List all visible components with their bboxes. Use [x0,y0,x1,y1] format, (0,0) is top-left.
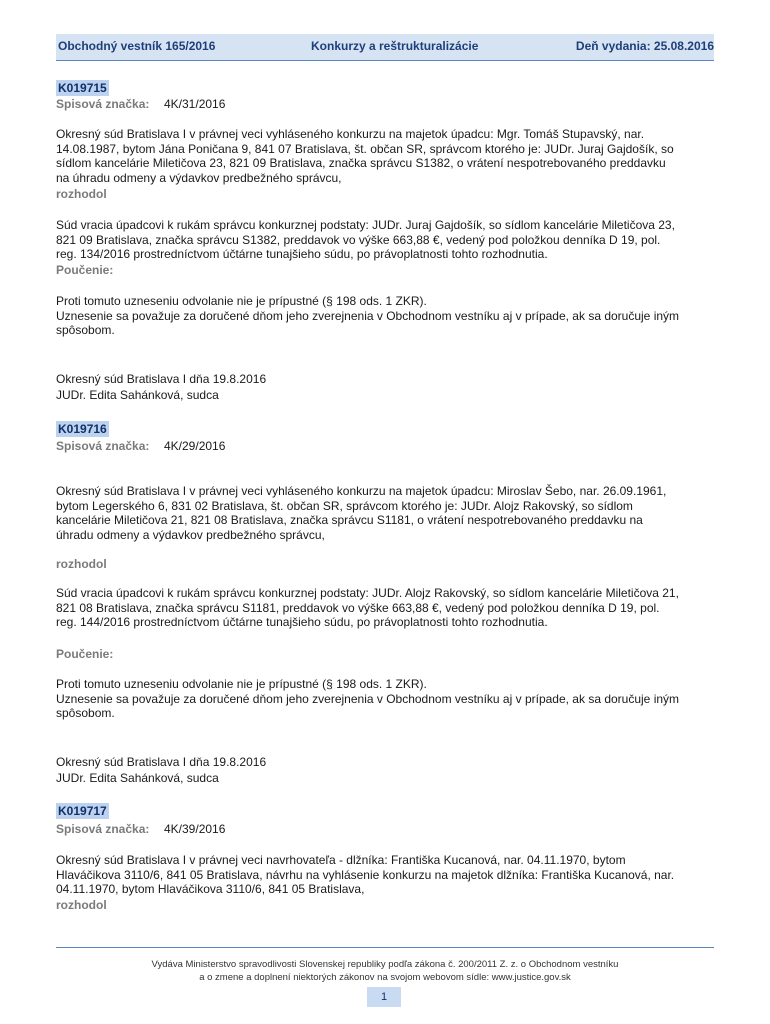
case-number-label: Spisová značka: [56,439,150,453]
footer-publisher-note: Vydáva Ministerstvo spravodlivosti Slovenskej republiky podľa zákona č. 200/2011 Z. z. o Obchodnom vestníku a o zmene a doplnení niektorých zákonov na svojom webovom sídle: www.justice.gov.sk [151,959,619,983]
entry-decision: Súd vracia úpadcovi k rukám správcu konkurznej podstaty: JUDr. Alojz Rakovský, so sídlom kancelárie Miletičova 21, 821 08 Bratislava, značka správcu S1181, preddavok vo výške 663,88 €, vedený pod položkou denníka D 19, pol. reg. 144/2016 prostredníctvom účtárne tunajšieho súdu, po právoplatnosti tohto rozhodnutia. [56,586,679,629]
case-number-label: Spisová značka: [56,822,150,836]
entry-intro: Okresný súd Bratislava I v právnej veci vyhláseného konkurzu na majetok úpadcu: Miroslav Šebo, nar. 26.09.1961, bytom Legerského 6, 831 02 Bratislava, št. občan SR, správcom ktorého je: JUDr. Alojz Rakovský, so sídlom kancelárie Miletičova 21, 821 08 Bratislava, značka správcu S1181, o vrátení nespotrebovaného preddavku na úhradu odmeny a výdavkov predbežného správcu, [56,484,667,542]
entry-intro: Okresný súd Bratislava I v právnej veci navrhovateľa - dlžníka: Františka Kucanová, nar. 04.11.1970, bytom Hlaváčikova 3110/6, 841 05 Bratislava, návrhu na vyhlásenie konkurzu na majetok dlžníka: Františka Kucanová, nar. 04.11.1970, bytom Hlaváčikova 3110/6, 841 05 Bratislava, [56,853,675,896]
footer-divider [56,947,714,948]
entry-decision: Súd vracia úpadcovi k rukám správcu konkurznej podstaty: JUDr. Juraj Gajdošík, so sídlom kancelárie Miletičova 23, 821 09 Bratislava, značka správcu S1382, preddavok vo výške 663,88 €, vedený pod položkou denníka D 19, pol. reg. 134/2016 prostredníctvom účtárne tunajšieho súdu, po právoplatnosti tohto rozhodnutia. [56,218,675,261]
page-header [56,34,714,61]
case-number-value: 4K/29/2016 [164,439,226,453]
case-number-label: Spisová značka: [56,97,150,111]
poucenie-label: Poučenie: [56,647,114,661]
issue-date: Deň vydania: 25.08.2016 [575,39,714,53]
entry-id-badge: K019715 [58,81,107,95]
entry-intro: Okresný súd Bratislava I v právnej veci vyhláseného konkurzu na majetok úpadcu: Mgr. Tomáš Stupavský, nar. 14.08.1987, bytom Jána Poničana 9, 841 07 Bratislava, št. občan SR, správcom ktorého je: JUDr. Juraj Gajdošík, so sídlom kancelárie Miletičova 23, 821 09 Bratislava, značka správcu S1382, o vrátení nespotrebovaného preddavku na úhradu odmeny a výdavkov predbežného správcu, [56,127,674,185]
case-number-value: 4K/31/2016 [164,97,226,111]
entry-appeal: Proti tomuto uzneseniu odvolanie nie je prípustné (§ 198 ods. 1 ZKR). Uznesenie sa považuje za doručené dňom jeho zverejnenia v Obchodnom vestníku aj v prípade, ak sa doručuje iným spôsobom. [56,294,680,337]
entry-signature: Okresný súd Bratislava I dňa 19.8.2016 JUDr. Edita Sahánková, sudca [56,372,267,402]
section-title: Konkurzy a reštrukturalizácie [311,39,479,53]
entry-id-badge: K019717 [58,804,107,818]
rozhodol-label: rozhodol [56,898,107,912]
rozhodol-label: rozhodol [56,187,107,201]
entry-signature: Okresný súd Bratislava I dňa 19.8.2016 JUDr. Edita Sahánková, sudca [56,755,267,785]
entry-id-badge: K019716 [58,422,107,436]
poucenie-label: Poučenie: [56,263,114,277]
page-number: 1 [367,987,401,1007]
entry-appeal: Proti tomuto uzneseniu odvolanie nie je prípustné (§ 198 ods. 1 ZKR). Uznesenie sa považuje za doručené dňom jeho zverejnenia v Obchodnom vestníku aj v prípade, ak sa doručuje iným spôsobom. [56,677,680,720]
rozhodol-label: rozhodol [56,557,107,571]
case-number-value: 4K/39/2016 [164,822,226,836]
journal-title: Obchodný vestník 165/2016 [58,39,216,53]
